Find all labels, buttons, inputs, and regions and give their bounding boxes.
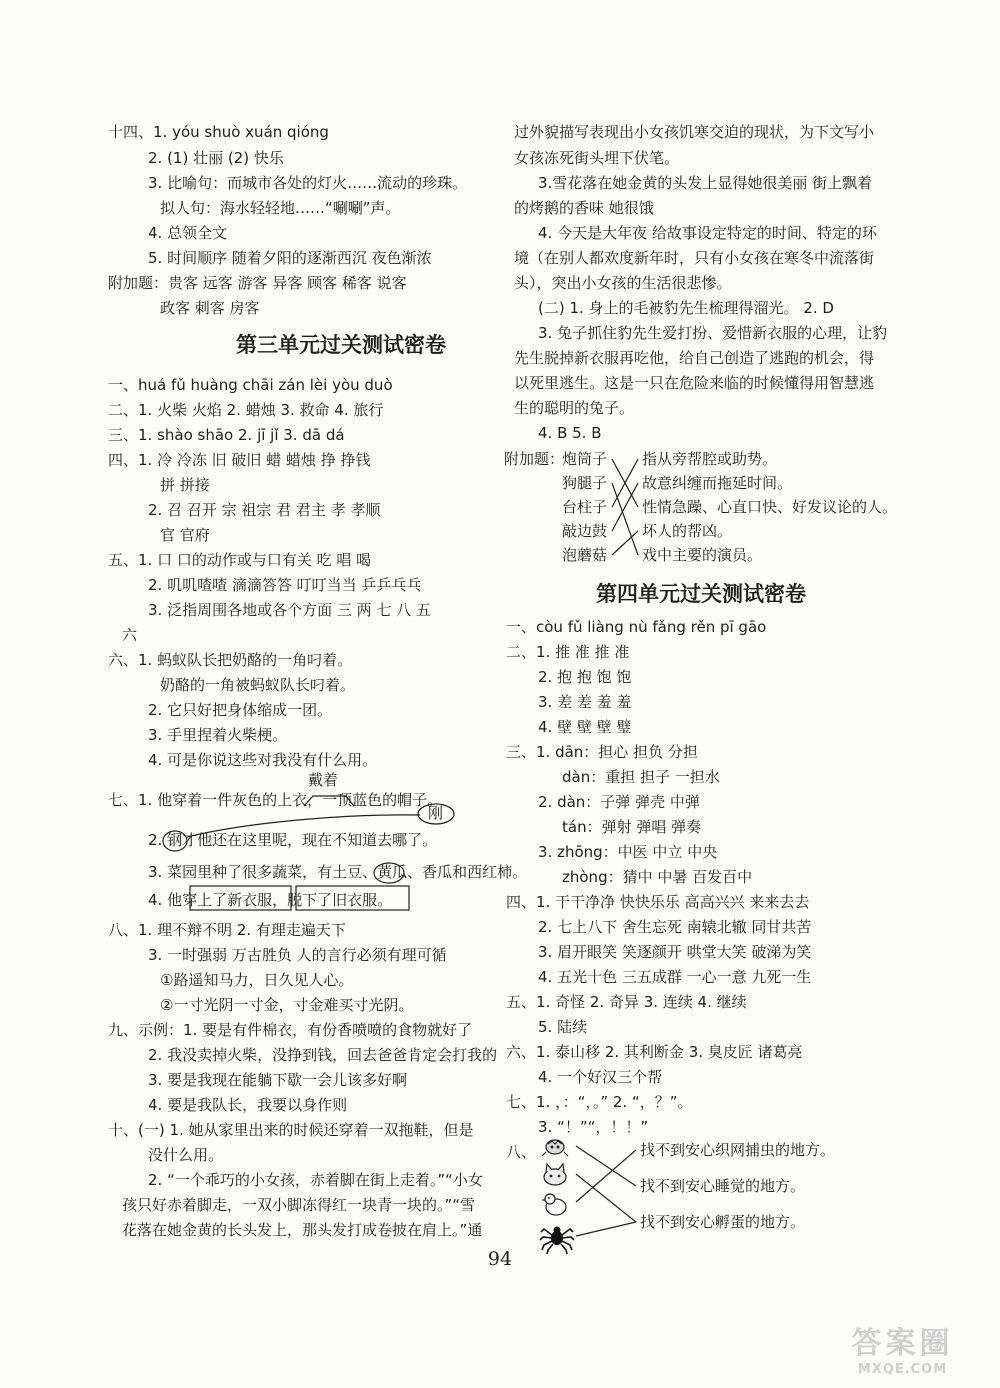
answer-line: 3.雪花落在她金黄的头发上显得她很美丽 街上飘着 <box>538 174 873 192</box>
answer-line: 3. 一时强弱 万古胜负 人的言行必须有理可循 <box>148 946 447 964</box>
answer-line: 4. 他穿上了新衣服，脱下了旧衣服。 <box>148 891 393 909</box>
answer-line: zhòng：猜中 中暑 百发百中 <box>562 868 753 886</box>
answer-line: 4. 五光十色 三五成群 一心一意 九死一生 <box>538 968 812 986</box>
insect-icon <box>540 1132 570 1160</box>
match-right-item: 指从旁帮腔或助势。 <box>642 450 778 468</box>
correction-box-mark <box>108 120 109 121</box>
watermark-url: MXQE.COM <box>857 1362 948 1377</box>
answer-line: 4. B 5. B <box>538 424 602 442</box>
answer-line: 一、huá fǔ huàng chāi zán lèi yòu duò <box>108 376 393 394</box>
answer-line: 2. 钢才他还在这里呢，现在不知道去哪了。 <box>148 831 438 849</box>
answer-line: 拼 拼接 <box>160 476 210 494</box>
answer-line: 4. 一个好汉三个帮 <box>538 1068 663 1086</box>
answer-line: 三、1. shào shāo 2. jī jǐ 3. dā dá <box>108 426 345 444</box>
answer-line: 2. 叽叽喳喳 滴滴答答 叮叮当当 乒乒乓乓 <box>148 576 422 594</box>
answer-line: 七、1. ，：“，。” 2. “，？”。 <box>506 1093 693 1111</box>
answer-line: 四、1. 冷 冷冻 旧 破旧 蜡 蜡烛 挣 挣钱 <box>108 451 371 469</box>
watermark-title: 答案圈 <box>851 1326 954 1361</box>
answer-line: 九、示例：1. 要是有件棉衣，有份香喷喷的食物就好了 <box>108 1021 473 1039</box>
answer-line: 六 <box>122 626 138 644</box>
answer-line: 3. 泛指周围各地或各个方面 三 两 七 八 五 <box>148 601 431 619</box>
answer-line: 3. 菜园里种了很多蔬菜，有土豆、黄瓜、香瓜和西红柿。 <box>148 863 528 881</box>
answer-line: 二、1. 火柴 火焰 2. 蜡烛 3. 救命 4. 旅行 <box>108 401 384 419</box>
answer-line: 的烤鹅的香味 她很饿 <box>514 199 654 217</box>
answer-line: 2. dàn：子弹 弹壳 中弹 <box>538 793 700 811</box>
match-right-item: 故意纠缠而拖延时间。 <box>642 474 793 492</box>
match-left-item: 炮筒子 <box>562 450 608 468</box>
chick-icon <box>540 1190 570 1218</box>
answer-line: 拟人句：海水轻轻地……“唰唰”声。 <box>160 199 401 217</box>
answer-line: 五、1. 奇怪 2. 奇异 3. 连续 4. 继续 <box>506 993 747 1011</box>
answer-line: ②一寸光阴一寸金，寸金难买寸光阴。 <box>160 996 414 1014</box>
answer-line: 生的聪明的兔子。 <box>514 399 635 417</box>
answer-line: 女孩冻死街头埋下伏笔。 <box>514 149 680 167</box>
match8-lines <box>510 120 511 121</box>
answer-line: 十四、1. yóu shuò xuán qióng <box>108 123 329 141</box>
answer-line: 附加题：贵客 远客 游客 异客 顾客 稀客 说客 <box>108 274 407 292</box>
answer-line: ①路遥知马力，日久见人心。 <box>160 971 354 989</box>
answer-line: 2. 我没卖掉火柴，没挣到钱，回去爸爸肯定会打我的 <box>148 1046 498 1064</box>
answer-line: 六、1. 泰山移 2. 其利断金 3. 臭皮匠 诸葛亮 <box>506 1043 803 1061</box>
answer-line: 2. “一个乖巧的小女孩，赤着脚在街上走着。”“小女 <box>148 1171 483 1189</box>
answer-line: 5. 陆续 <box>538 1018 588 1036</box>
answer-line: 四、1. 干干净净 快快乐乐 高高兴兴 来来去去 <box>506 893 810 911</box>
answer-line: 3. 比喻句：而城市各处的灯火……流动的珍珠。 <box>148 174 468 192</box>
match8-item: 找不到安心孵蛋的地方。 <box>640 1213 806 1231</box>
match8-item: 找不到安心睡觉的地方。 <box>640 1177 806 1195</box>
answer-line: 4. 总领全文 <box>148 224 228 242</box>
answer-line: 花落在她金黄的长头发上，那头发打成卷披在肩上。”通 <box>122 1221 483 1239</box>
answer-line: 先生脱掉新衣服再吃他，给自己创造了逃跑的机会，得 <box>514 349 875 367</box>
match-right-item: 坏人的帮凶。 <box>642 522 733 540</box>
answer-line: 十、(一) 1. 她从家里出来的时候还穿着一双拖鞋，但是 <box>108 1121 474 1139</box>
answer-line: 2. (1) 壮丽 (2) 快乐 <box>148 149 284 167</box>
match8-item: 找不到安心织网捕虫的地方。 <box>640 1141 836 1159</box>
match-right-item: 性情急躁、心直口快、好发议论的人。 <box>642 498 898 516</box>
watermark <box>815 1318 990 1377</box>
answer-line: 政客 刺客 房客 <box>160 299 260 317</box>
correction-insert-text: 戴着 <box>308 771 339 789</box>
section-title-unit3: 第三单元过关测试密卷 <box>236 333 446 357</box>
answer-line: 孩只好赤着脚走，一双小脚冻得红一块青一块的。”“雪 <box>122 1196 476 1214</box>
answer-line: 官 官府 <box>160 526 210 544</box>
answer-line: 2. 七上八下 舍生忘死 南辕北辙 同甘共苦 <box>538 918 812 936</box>
answer-line: 六、1. 蚂蚁队长把奶酪的一角叼着。 <box>108 651 353 669</box>
answer-line: 5. 时间顺序 随着夕阳的逐渐西沉 夜色渐浓 <box>148 249 432 267</box>
answer-line: 没什么用。 <box>148 1146 224 1164</box>
section-title-unit4: 第四单元过关测试密卷 <box>596 582 806 606</box>
answer-line: 七、1. 他穿着一件灰色的上衣，一顶蓝色的帽子。 <box>108 791 443 809</box>
answer-line: dàn：重担 担子 一担水 <box>562 768 720 786</box>
answer-line: 4. 要是我队长，我要以身作则 <box>148 1096 348 1114</box>
match-left-item: 狗腿子 <box>562 474 608 492</box>
answer-line: 头），突出小女孩的生活很悲惨。 <box>514 274 732 292</box>
answer-line: 3. 差 差 羞 羞 <box>538 693 632 711</box>
answer-line: 4. 可是你说这些对我没有什么用。 <box>148 751 378 769</box>
match-left-item: 泡蘑菇 <box>562 546 608 564</box>
answer-line: 奶酪的一角被蚂蚁队长叼着。 <box>160 676 356 694</box>
answer-line: 3. zhōng：中医 中立 中央 <box>538 843 718 861</box>
match-left-item: 台柱子 <box>562 498 608 516</box>
answer-line: 3. 眉开眼笑 笑逐颜开 哄堂大笑 破涕为笑 <box>538 943 812 961</box>
answer-line: 过外貌描写表现出小女孩饥寒交迫的现状，为下文写小 <box>514 123 875 141</box>
answer-line: tán：弹射 弹唱 弹奏 <box>562 818 702 836</box>
answer-line: 4. 壁 壁 壁 璧 <box>538 718 632 736</box>
answer-line: 五、1. 口 口的动作或与口有关 吃 唱 喝 <box>108 551 372 569</box>
answer-line: 3. 兔子抓住豹先生爱打扮、爱惜新衣服的心理，让豹 <box>538 324 888 342</box>
page-number: 94 <box>487 1248 513 1270</box>
answer-line: 境（在别人都欢度新年时，只有小女孩在寒冬中流落街 <box>514 249 875 267</box>
answer-line: (二) 1. 身上的毛被豹先生梳理得溜光。 2. D <box>538 299 834 317</box>
match-left-item: 敲边鼓 <box>562 522 608 540</box>
answer-line: 2. 抱 抱 饱 饱 <box>538 668 632 686</box>
answer-line: 八、1. 理不辩不明 2. 有理走遍天下 <box>108 921 346 939</box>
answer-line: 2. 召 召开 宗 祖宗 君 君主 孝 孝顺 <box>148 501 381 519</box>
match-label: 附加题： <box>504 450 565 468</box>
correction-insert-text: 刚 <box>428 804 444 822</box>
match-right-item: 戏中主要的演员。 <box>642 546 763 564</box>
answer-line: 三、1. dān：担心 担负 分担 <box>506 743 698 761</box>
answer-line: 3. “！”“，！！” <box>538 1118 649 1136</box>
answer-line: 4. 今天是大年夜 给故事设定特定的时间、特定的环 <box>538 224 877 242</box>
answer-line: 二、1. 推 准 推 准 <box>506 643 630 661</box>
answer-line: 以死里逃生。这是一只在危险来临的时候懂得用智慧逃 <box>514 374 875 392</box>
answer-line: 3. 要是我现在能躺下歇一会儿该多好啊 <box>148 1071 408 1089</box>
answer-line: 2. 它只好把身体缩成一团。 <box>148 701 333 719</box>
cat-icon <box>540 1160 570 1188</box>
answer-line: 八、 <box>506 1143 537 1161</box>
answer-line: 3. 手里捏着火柴梗。 <box>148 726 288 744</box>
answer-line: 一、còu fǔ liàng nù fǎng rěn pī gāo <box>506 618 767 636</box>
